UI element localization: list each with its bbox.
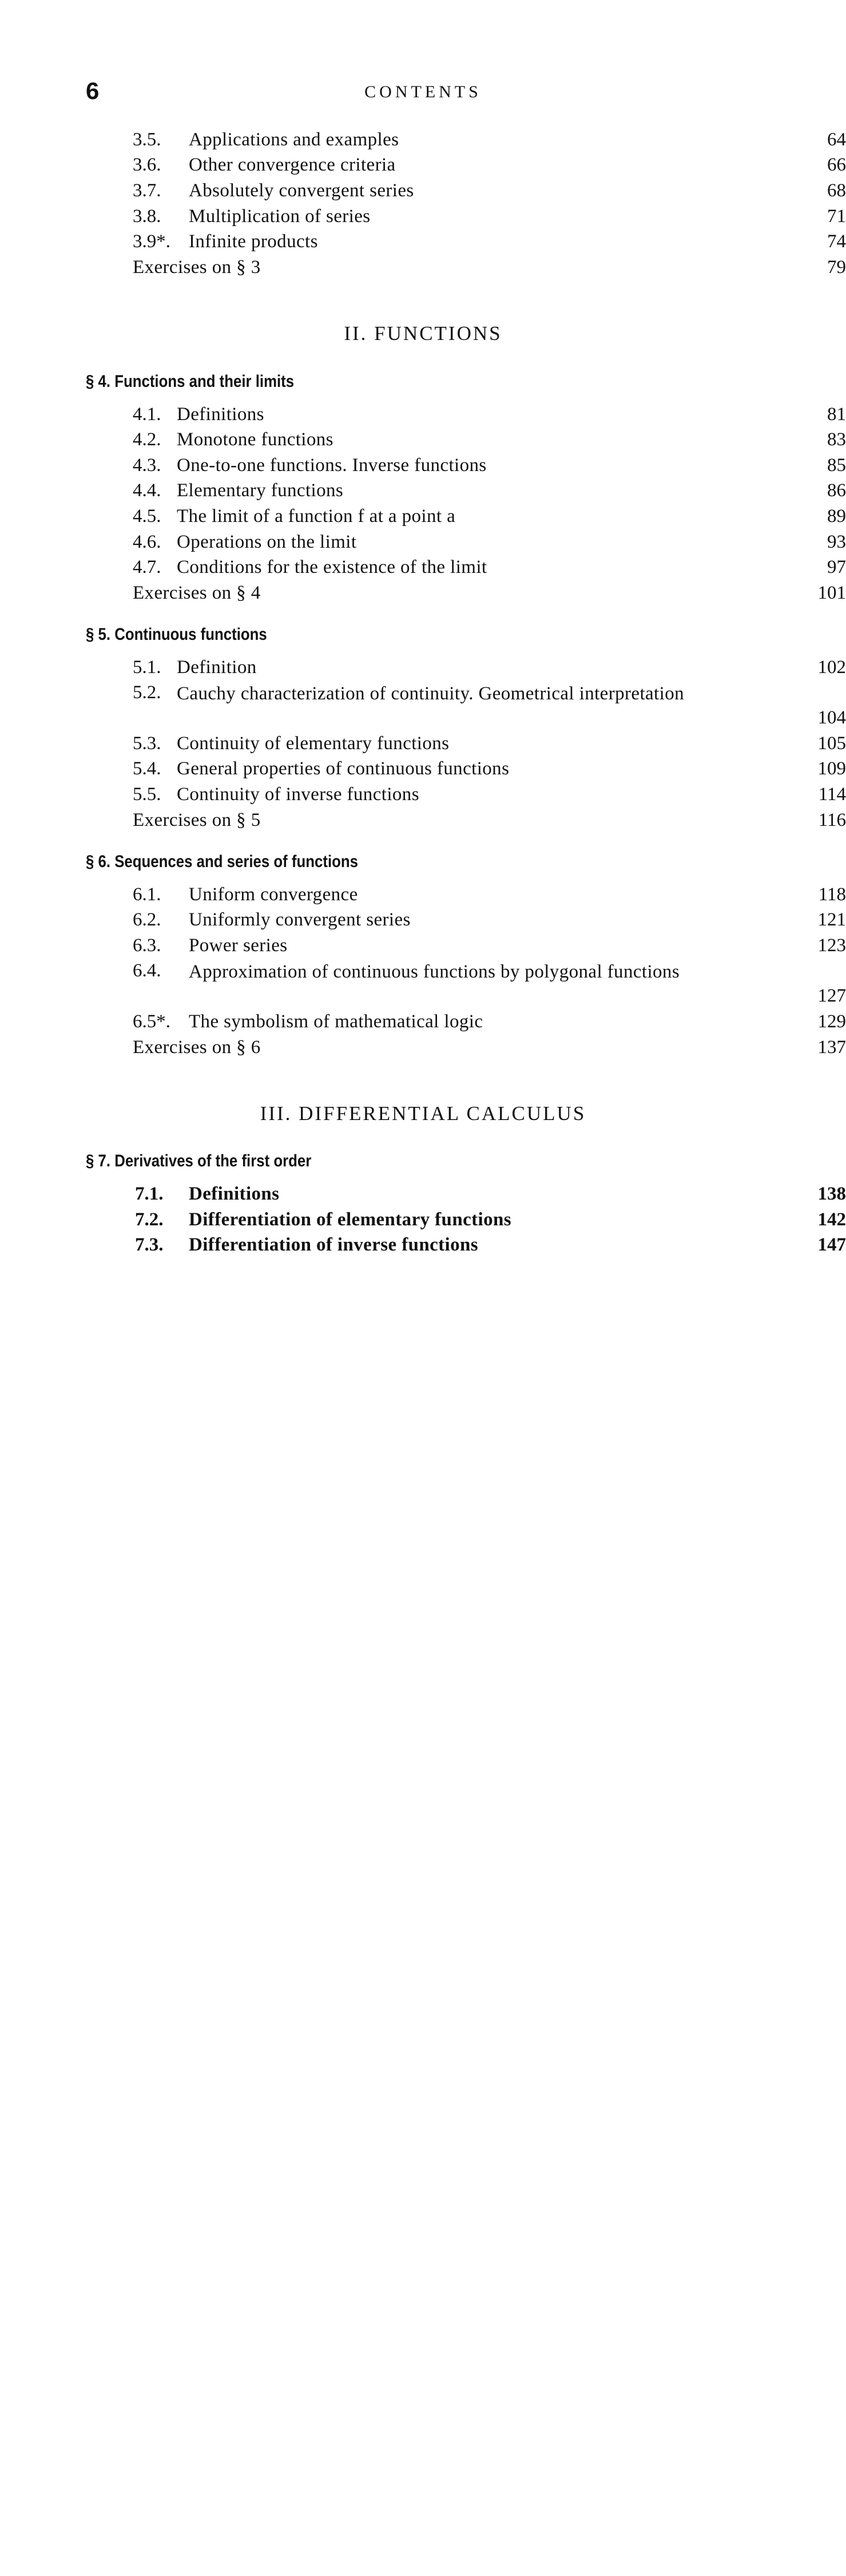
section-heading[interactable]: § 4. Functions and their limits — [86, 372, 295, 391]
toc-entry[interactable] — [0, 783, 846, 806]
toc-entry[interactable] — [0, 479, 846, 502]
entry-page: 114 — [818, 784, 846, 805]
entry-number: 4.3. — [133, 455, 161, 476]
entry-page: 89 — [827, 506, 846, 527]
entry-number: 3.7. — [133, 180, 161, 201]
entry-title: Exercises on § 6 — [133, 1037, 261, 1058]
entry-title: Continuity of elementary functions — [177, 733, 450, 754]
entry-page: 101 — [817, 583, 846, 603]
toc-entry[interactable] — [0, 1233, 846, 1256]
toc-entry[interactable] — [0, 934, 846, 957]
toc-entry[interactable] — [0, 656, 846, 679]
entry-title: Continuity of inverse functions — [177, 784, 419, 805]
entry-number: 4.4. — [133, 480, 161, 501]
toc-entry[interactable] — [0, 454, 846, 477]
entry-number: 3.6. — [133, 155, 161, 175]
entry-page: 142 — [817, 1209, 846, 1230]
entry-title: Multiplication of series — [189, 206, 371, 227]
entry-title: Elementary functions — [177, 480, 344, 501]
entry-title: Exercises on § 3 — [133, 257, 261, 278]
entry-title: The limit of a function f at a point a — [177, 506, 456, 527]
entry-title: One-to-one functions. Inverse functions — [177, 455, 487, 476]
part-title: II. FUNCTIONS — [344, 322, 502, 345]
entry-number: 4.2. — [133, 429, 161, 450]
entry-number: 6.4. — [133, 960, 161, 981]
entry-number: 6.5*. — [133, 1011, 170, 1032]
entry-title: Cauchy characterization of continuity. Geometrical interpretation — [177, 683, 684, 704]
entry-number: 6.1. — [133, 884, 161, 905]
toc-entry[interactable] — [0, 205, 846, 228]
entry-number: 5.1. — [133, 657, 161, 678]
toc-entry[interactable] — [0, 1208, 846, 1231]
toc-entry[interactable] — [0, 428, 846, 451]
toc-entry[interactable] — [0, 556, 846, 579]
entry-page: 105 — [817, 733, 846, 754]
entry-title: Definition — [177, 657, 257, 678]
entry-number: 5.2. — [133, 682, 161, 703]
entry-title: Exercises on § 5 — [133, 810, 261, 830]
entry-page: 68 — [827, 180, 846, 201]
entry-page: 66 — [827, 155, 846, 175]
toc-entry[interactable] — [0, 505, 846, 528]
entry-title: Monotone functions — [177, 429, 333, 450]
entry-title: Definitions — [177, 404, 264, 425]
entry-title: Differentiation of inverse functions — [189, 1234, 478, 1255]
entry-page: 71 — [827, 206, 846, 227]
toc-entry[interactable] — [0, 908, 846, 931]
toc-entry[interactable] — [0, 230, 846, 253]
entry-page: 102 — [817, 657, 846, 678]
entry-page: 93 — [827, 532, 846, 552]
entry-page: 123 — [817, 935, 846, 956]
entry-page: 121 — [817, 909, 846, 930]
toc-entry[interactable] — [0, 1010, 846, 1033]
entry-title: Exercises on § 4 — [133, 583, 261, 603]
entry-title: Uniform convergence — [189, 884, 358, 905]
running-head: CONTENTS — [364, 82, 482, 101]
entry-title: Other convergence criteria — [189, 155, 396, 175]
entry-number: 5.3. — [133, 733, 161, 754]
toc-entry-exercises[interactable] — [0, 809, 846, 832]
toc-entry[interactable] — [0, 128, 846, 151]
entry-page: 64 — [827, 129, 846, 150]
entry-page: 97 — [827, 557, 846, 577]
entry-title: Applications and examples — [189, 129, 399, 150]
toc-entry[interactable] — [0, 681, 846, 727]
section-heading[interactable]: § 5. Continuous functions — [86, 625, 267, 644]
toc-entry[interactable] — [0, 531, 846, 553]
entry-title: Absolutely convergent series — [189, 180, 414, 201]
entry-title: Uniformly convergent series — [189, 909, 411, 930]
entry-title: Definitions — [189, 1184, 280, 1204]
entry-page: 81 — [827, 404, 846, 425]
entry-number: 7.3. — [135, 1234, 164, 1255]
toc-entry[interactable] — [0, 1182, 846, 1205]
entry-number: 4.7. — [133, 557, 161, 577]
entry-number: 5.5. — [133, 784, 161, 805]
entry-page: 85 — [827, 455, 846, 476]
toc-entry[interactable] — [0, 757, 846, 780]
entry-page: 83 — [827, 429, 846, 450]
entry-page: 104 — [817, 707, 846, 728]
entry-number: 4.1. — [133, 404, 161, 425]
entry-title: Approximation of continuous functions by polygonal functions — [189, 961, 680, 982]
entry-page: 127 — [817, 986, 846, 1006]
entry-number: 5.4. — [133, 758, 161, 779]
entry-number: 6.2. — [133, 909, 161, 930]
toc-entry[interactable] — [0, 883, 846, 906]
entry-page: 86 — [827, 480, 846, 501]
entry-title: Infinite products — [189, 231, 318, 252]
entry-number: 3.5. — [133, 129, 161, 150]
entry-page: 118 — [818, 884, 846, 905]
section-heading[interactable]: § 6. Sequences and series of functions — [86, 852, 359, 871]
entry-number: 7.1. — [135, 1184, 164, 1204]
toc-entry-exercises[interactable] — [0, 581, 846, 604]
entry-page: 137 — [817, 1037, 846, 1058]
entry-page: 147 — [817, 1234, 846, 1255]
entry-page: 79 — [827, 257, 846, 278]
toc-entry[interactable] — [0, 403, 846, 426]
entry-number: 7.2. — [135, 1209, 164, 1230]
toc-entry[interactable] — [0, 179, 846, 202]
entry-title: Power series — [189, 935, 288, 956]
entry-number: 6.3. — [133, 935, 161, 956]
entry-title: Operations on the limit — [177, 532, 357, 552]
toc-entry[interactable] — [0, 959, 846, 1005]
entry-title: General properties of continuous functions — [177, 758, 510, 779]
entry-page: 74 — [827, 231, 846, 252]
entry-page: 129 — [817, 1011, 846, 1032]
entry-number: 4.6. — [133, 532, 161, 552]
toc-entry-exercises[interactable] — [0, 1036, 846, 1059]
toc-entry[interactable] — [0, 153, 846, 176]
page-number: 6 — [86, 77, 100, 104]
part-title: III. DIFFERENTIAL CALCULUS — [260, 1102, 586, 1125]
entry-number: 3.8. — [133, 206, 161, 227]
toc-entry[interactable] — [0, 732, 846, 755]
entry-page: 109 — [817, 758, 846, 779]
toc-entry-exercises[interactable] — [0, 256, 846, 279]
entry-title: The symbolism of mathematical logic — [189, 1011, 483, 1032]
entry-page: 116 — [818, 810, 846, 830]
entry-number: 3.9*. — [133, 231, 170, 252]
entry-page: 138 — [817, 1184, 846, 1204]
entry-title: Differentiation of elementary functions — [189, 1209, 511, 1230]
entry-number: 4.5. — [133, 506, 161, 527]
section-heading[interactable]: § 7. Derivatives of the first order — [86, 1152, 312, 1170]
entry-title: Conditions for the existence of the limit — [177, 557, 487, 577]
